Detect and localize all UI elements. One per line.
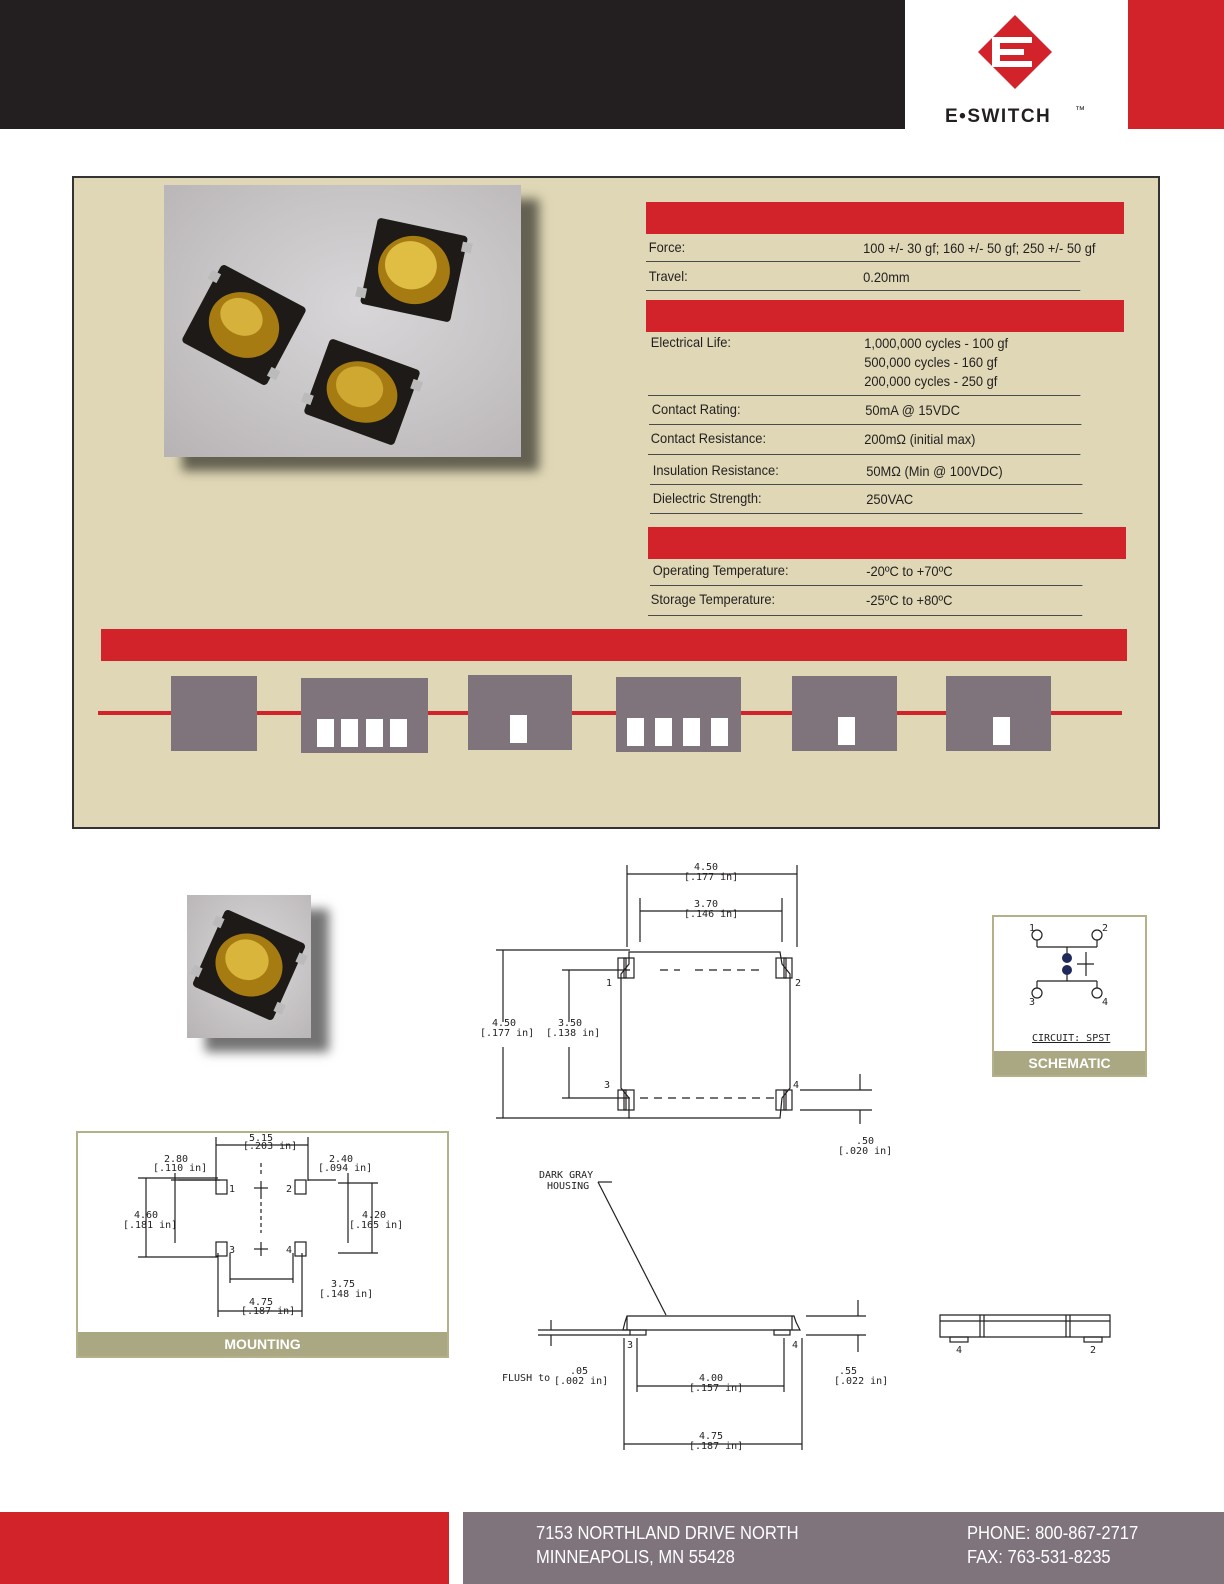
spec-label: Dielectric Strength: xyxy=(652,490,762,506)
dim-value-in: [.022 in] xyxy=(834,1376,889,1387)
brand-logo[interactable] xyxy=(935,10,1095,125)
mounting-panel xyxy=(76,1131,449,1358)
option-slot xyxy=(838,717,855,745)
trademark: ™ xyxy=(1075,105,1085,116)
pin-label: 4 xyxy=(792,1340,799,1351)
pin-label: 4 xyxy=(1102,997,1109,1008)
pin-label: 4 xyxy=(956,1345,963,1356)
spec-label: Storage Temperature: xyxy=(650,591,776,607)
pin-label: 1 xyxy=(229,1184,236,1195)
address-line-1: 7153 NORTHLAND DRIVE NORTH xyxy=(536,1523,799,1543)
pin-label: 4 xyxy=(286,1245,293,1256)
spec-value: 50MΩ (Min @ 100VDC) xyxy=(866,463,1003,479)
header-black-band xyxy=(0,0,905,129)
dim-value-in: [.203 in] xyxy=(243,1141,298,1152)
footer-address xyxy=(536,1521,799,1569)
dim-value: 4.60 xyxy=(134,1210,159,1221)
option-slot xyxy=(993,717,1010,745)
dim-value: .05 xyxy=(570,1366,589,1377)
part-number-box-group xyxy=(946,676,1051,751)
dim-value: 4.50 xyxy=(694,862,719,873)
pin-label: 2 xyxy=(1090,1345,1097,1356)
phone-number[interactable]: PHONE: 800-867-2717 xyxy=(967,1523,1139,1543)
part-number-box-group xyxy=(301,678,428,753)
schematic-caption: SCHEMATIC xyxy=(994,1051,1145,1075)
spec-value: -25ºC to +80ºC xyxy=(866,592,953,608)
spec-label: Travel: xyxy=(648,268,688,284)
spec-row-travel xyxy=(646,264,1080,291)
electrical-header-bar xyxy=(646,300,1124,332)
option-slot xyxy=(711,718,728,746)
address-line-2: MINNEAPOLIS, MN 55428 xyxy=(536,1547,735,1567)
dim-value-in: [.187 in] xyxy=(689,1441,744,1452)
mounting-footprint-drawing xyxy=(78,1133,447,1333)
spec-value: 1,000,000 cycles - 100 gf 500,000 cycles - 160 gf 200,000 cycles - 250 gf xyxy=(864,335,1009,389)
spec-value: 50mA @ 15VDC xyxy=(865,402,960,418)
switch-photo-illustration xyxy=(164,185,521,457)
dim-value-in: [.177 in] xyxy=(480,1028,535,1039)
contact-dot xyxy=(1062,965,1072,975)
end-view-drawing xyxy=(936,1311,1121,1363)
dim-value-in: [.148 in] xyxy=(319,1289,374,1300)
pin-label: 1 xyxy=(606,978,613,989)
dim-value-in: [.165 in] xyxy=(349,1220,404,1231)
header-red-band xyxy=(1128,0,1224,129)
option-slot xyxy=(366,719,383,747)
dim-value-in: [.181 in] xyxy=(123,1220,178,1231)
spec-row-force xyxy=(646,235,1096,262)
option-slot xyxy=(341,719,358,747)
spec-label: Operating Temperature: xyxy=(652,562,789,578)
dim-value-in: [.177 in] xyxy=(684,872,739,883)
part-number-box-group xyxy=(468,675,572,750)
product-photo-group xyxy=(164,185,521,457)
pin-label: 3 xyxy=(229,1245,236,1256)
pin-label: 2 xyxy=(286,1184,293,1195)
pin-label: 3 xyxy=(627,1340,634,1351)
fax-number: FAX: 763-531-8235 xyxy=(967,1547,1111,1567)
dim-value: .55 xyxy=(839,1366,858,1377)
spec-row-insulation-resistance xyxy=(650,458,1082,485)
part-number-box-series xyxy=(171,676,257,751)
spec-value: 0.20mm xyxy=(863,269,910,285)
housing-label: HOUSING xyxy=(547,1181,590,1192)
dim-value: 4.75 xyxy=(699,1431,724,1442)
environmental-header-bar xyxy=(648,527,1126,559)
switch-photo-illustration xyxy=(187,895,311,1038)
spec-value: 200mΩ (initial max) xyxy=(864,431,976,447)
dim-value: 2.40 xyxy=(329,1154,354,1165)
dim-value: 4.50 xyxy=(492,1018,517,1029)
option-slot xyxy=(683,718,700,746)
circuit-label: CIRCUIT: SPST xyxy=(1032,1033,1111,1044)
part-number-box-group xyxy=(616,677,741,752)
dim-value-in: [.020 in] xyxy=(838,1146,893,1157)
option-slot xyxy=(627,718,644,746)
dim-value-in: [.157 in] xyxy=(689,1383,744,1394)
spec-row-dielectric-strength xyxy=(650,486,1082,514)
spec-label: Force: xyxy=(648,239,686,255)
schematic-panel xyxy=(992,915,1147,1077)
option-slot xyxy=(390,719,407,747)
e-switch-diamond-logo-icon xyxy=(935,10,1095,105)
spec-row-electrical-life xyxy=(648,330,1080,396)
part-number-header-bar xyxy=(101,629,1127,661)
dim-value-in: [.110 in] xyxy=(153,1163,208,1174)
spec-value: 250VAC xyxy=(866,491,914,507)
dim-value: 4.75 xyxy=(249,1297,274,1308)
spec-label: Contact Rating: xyxy=(651,401,741,417)
pin-label: 3 xyxy=(1029,997,1036,1008)
dim-value-in: [.146 in] xyxy=(684,909,739,920)
dim-value: 3.75 xyxy=(331,1279,356,1290)
pin-label: 2 xyxy=(795,978,802,989)
dim-value: 2.80 xyxy=(164,1154,189,1165)
side-view-drawing xyxy=(490,1170,910,1470)
top-view-drawing xyxy=(480,862,900,1172)
mounting-caption: MOUNTING xyxy=(78,1332,447,1356)
footer-red-band xyxy=(0,1512,449,1584)
housing-label: DARK GRAY xyxy=(539,1170,594,1181)
dim-value: 4.00 xyxy=(699,1373,724,1384)
spec-label: Insulation Resistance: xyxy=(652,462,779,478)
mechanical-header-bar xyxy=(646,202,1124,234)
product-photo-single xyxy=(187,895,311,1038)
option-slot xyxy=(317,719,334,747)
dim-value-in: [.002 in] xyxy=(554,1376,609,1387)
spec-row-contact-resistance xyxy=(648,426,1080,455)
spec-row-contact-rating xyxy=(649,397,1081,425)
dim-value-in: [.138 in] xyxy=(546,1028,601,1039)
dim-value: 5.15 xyxy=(249,1133,274,1144)
spec-value: -20ºC to +70ºC xyxy=(866,563,953,579)
flush-label: FLUSH to xyxy=(502,1373,551,1384)
pin-label: 3 xyxy=(604,1080,611,1091)
dim-value-in: [.094 in] xyxy=(318,1163,373,1174)
spec-value: 100 +/- 30 gf; 160 +/- 50 gf; 250 +/- 50 gf xyxy=(863,240,1096,256)
dim-value-in: [.187 in] xyxy=(241,1306,296,1317)
pin-label: 2 xyxy=(1102,923,1109,934)
spec-row-storage-temperature xyxy=(648,587,1082,616)
contact-dot xyxy=(1062,953,1072,963)
dim-value: 3.50 xyxy=(558,1018,583,1029)
footer-contact xyxy=(967,1521,1138,1569)
spec-row-operating-temperature xyxy=(650,558,1082,586)
brand-name: E•SWITCH xyxy=(945,106,1052,127)
part-number-box-group xyxy=(792,676,897,751)
spec-label: Electrical Life: xyxy=(650,334,731,350)
option-slot xyxy=(510,715,527,743)
schematic-diagram xyxy=(994,917,1145,1051)
pin-label: 4 xyxy=(793,1080,800,1091)
dim-value: 4.20 xyxy=(362,1210,387,1221)
spec-label: Contact Resistance: xyxy=(650,430,767,446)
dim-value: .50 xyxy=(856,1136,875,1147)
dim-value: 3.70 xyxy=(694,899,719,910)
pin-label: 1 xyxy=(1029,923,1036,934)
option-slot xyxy=(655,718,672,746)
